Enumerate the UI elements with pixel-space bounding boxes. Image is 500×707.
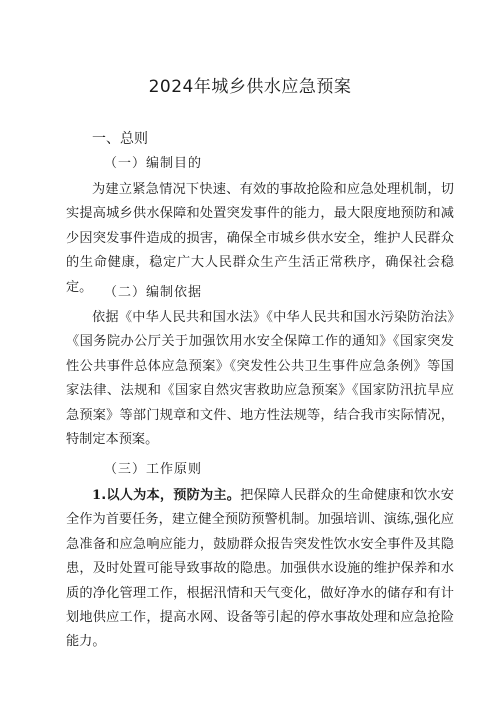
paragraph-purpose: 为建立紧急情况下快速、有效的事故抢险和应急处理机制，切实提高城乡供水保障和处置突发事件的能力，最大限度地预防和减少因突发事件造成的损害，确保全市城乡供水安全，维护人民群众的生命健康，稳定广大人民群众生产生活正常秩序，确保社会稳定。	[66, 182, 454, 295]
subsection-heading-principles: （三）工作原则	[104, 462, 203, 477]
principle-lead: .以人为本，预防为主。	[101, 488, 241, 503]
paragraph-principle-1	[66, 484, 454, 655]
principle-number: 1	[92, 488, 102, 503]
principle-body: 把保障人民群众的生命健康和饮水安全作为首要任务，建立健全预防预警机制。加强培训、演练,强化应急准备和应急响应能力，鼓励群众报告突发性饮水安全事件及其隐患，及时处置可能导致事故的隐患。加强供水设施的维护保养和水质的净化管理工作，根据汛情和天气变化，做好净水的储存和有计划地供应工作，提高水网、设备等引起的停水事故处理和应急抢险能力。	[66, 488, 454, 650]
subsection-heading-purpose: （一）编制目的	[104, 156, 203, 171]
paragraph-basis: 依据《中华人民共和国水法》《中华人民共和国水污染防治法》《国务院办公厅关于加强饮用水安全保障工作的通知》《国家突发性公共事件总体应急预案》《突发性公共卫生事件应急条例》等国家法律、法规和《国家自然灾害救助应急预案》《国家防汛抗旱应急预案》等部门规章和文件、地方性法规等，结合我市实际情况，特制定本预案。	[66, 310, 454, 448]
document-title: 2024年城乡供水应急预案	[148, 77, 352, 97]
subsection-heading-basis: （二）编制依据	[104, 285, 203, 300]
section-heading-general: 一、总则	[92, 131, 148, 147]
